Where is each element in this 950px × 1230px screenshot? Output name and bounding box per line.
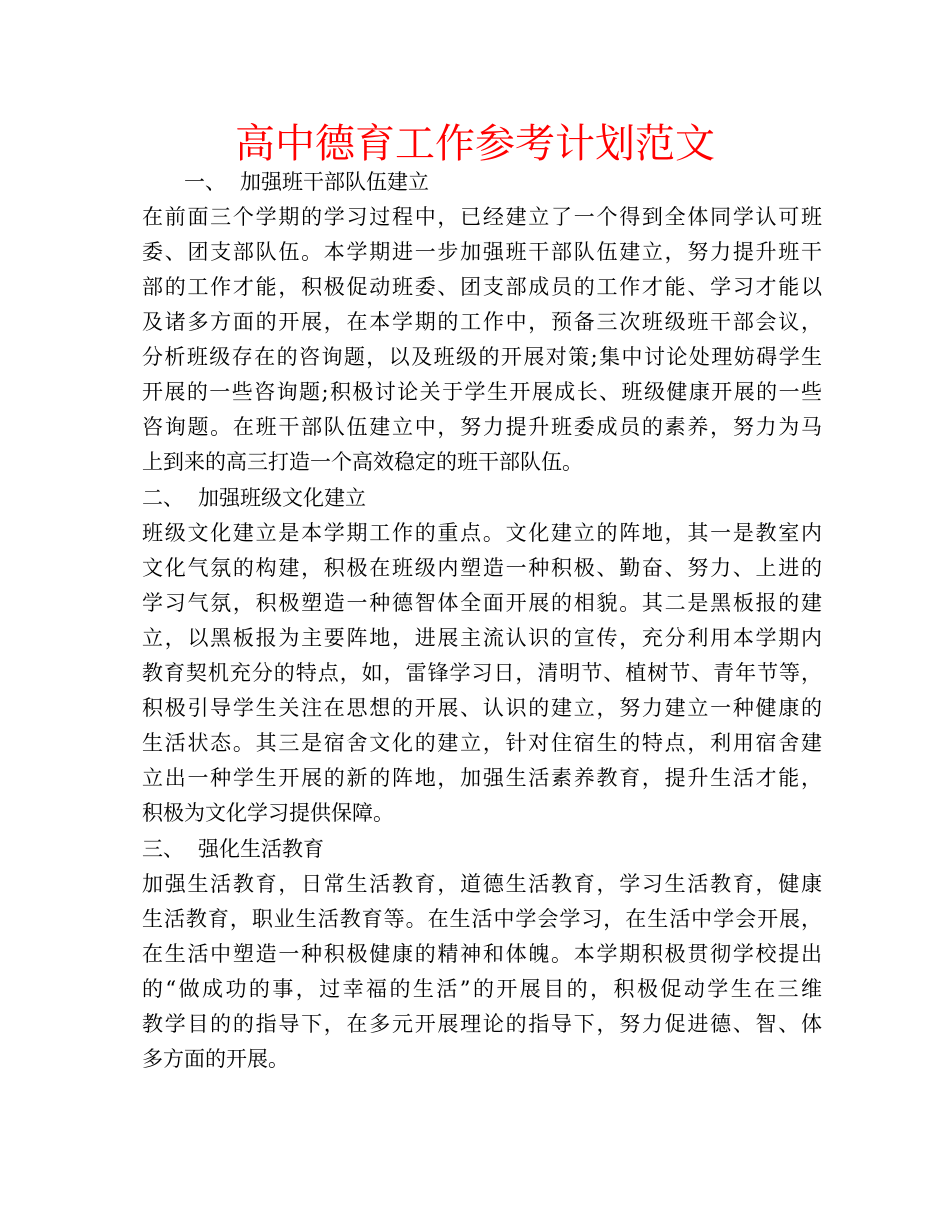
paragraph-line: 咨询题。在班干部队伍建立中，努力提升班委成员的素养，努力为马	[142, 415, 822, 439]
paragraph-line: 上到来的高三打造一个高效稳定的班干部队伍。	[142, 450, 583, 474]
section-heading-text: 加强班级文化建立	[198, 486, 366, 510]
paragraph-line: 分析班级存在的咨询题，以及班级的开展对策;集中讨论处理妨碍学生	[142, 345, 822, 369]
paragraph-line: 在前面三个学期的学习过程中，已经建立了一个得到全体同学认可班	[142, 205, 822, 229]
paragraph-line: 委、团支部队伍。本学期进一步加强班干部队伍建立，努力提升班干	[142, 240, 822, 264]
paragraph-line: 学习气氛，积极塑造一种德智体全面开展的相貌。其二是黑板报的建	[142, 591, 822, 615]
paragraph-line: 生活状态。其三是宿舍文化的建立，针对住宿生的特点，利用宿舍建	[142, 731, 822, 755]
section-number: 二、	[142, 486, 184, 510]
paragraph-line: 加强生活教育，日常生活教育，道德生活教育，学习生活教育，健康	[142, 872, 822, 896]
section-heading-text: 加强班干部队伍建立	[240, 170, 429, 194]
paragraph-line: 积极引导学生关注在思想的开展、认识的建立，努力建立一种健康的	[142, 696, 822, 720]
section-heading-3	[142, 831, 822, 867]
paragraph-line: 教学目的的指导下，在多元开展理论的指导下，努力促进德、智、体	[142, 1012, 822, 1036]
document-title: 高中德育工作参考计划范文	[235, 121, 715, 167]
paragraph-line: 积极为文化学习提供保障。	[142, 801, 394, 825]
paragraph-line: 在生活中塑造一种积极健康的精神和体魄。本学期积极贯彻学校提出	[142, 942, 822, 966]
paragraph-line: 及诸多方面的开展，在本学期的工作中，预备三次班级班干部会议，	[142, 310, 822, 334]
section-heading-2	[142, 480, 822, 516]
paragraph-line: 多方面的开展。	[142, 1047, 289, 1071]
section-number: 一、	[184, 170, 226, 194]
section-number: 三、	[142, 837, 184, 861]
paragraph-line: 班级文化建立是本学期工作的重点。文化建立的阵地，其一是教室内	[142, 521, 822, 545]
paragraph-line: 教育契机充分的特点，如，雷锋学习日，清明节、植树节、青年节等，	[142, 661, 822, 685]
document-body	[142, 164, 822, 1077]
paragraph-line: 立出一种学生开展的新的阵地，加强生活素养教育，提升生活才能，	[142, 766, 822, 790]
paragraph-line: 生活教育，职业生活教育等。在生活中学会学习，在生活中学会开展，	[142, 907, 822, 931]
paragraph-line: 的“做成功的事，过幸福的生活”的开展目的，积极促动学生在三维	[142, 977, 822, 1001]
paragraph-line: 立，以黑板报为主要阵地，进展主流认识的宣传，充分利用本学期内	[142, 626, 822, 650]
section-heading-text: 强化生活教育	[198, 837, 324, 861]
paragraph-line: 部的工作才能，积极促动班委、团支部成员的工作才能、学习才能以	[142, 275, 822, 299]
section-heading-1	[142, 164, 822, 200]
paragraph-line: 开展的一些咨询题;积极讨论关于学生开展成长、班级健康开展的一些	[142, 380, 822, 404]
paragraph-line: 文化气氛的构建，积极在班级内塑造一种积极、勤奋、努力、上进的	[142, 556, 822, 580]
